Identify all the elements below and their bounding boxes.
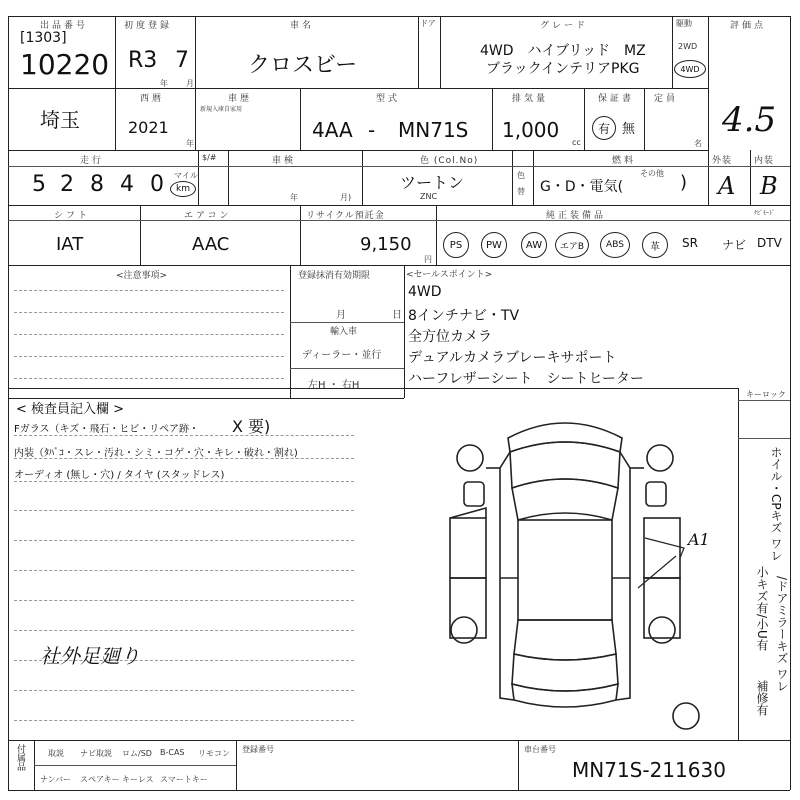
grade-line2: ブラックインテリアPKG	[486, 61, 640, 77]
acc-smart-key: スマートキー	[160, 775, 208, 784]
first-reg-era: R3	[128, 48, 158, 73]
vertical-note-2: /ドアミラーキズ ワレ	[775, 576, 789, 692]
history-sub: 新規入庫自家用	[200, 106, 243, 113]
car-name: クロスビー	[248, 53, 358, 78]
score-value: 4.5	[722, 100, 777, 140]
equip-dtv: DTV	[757, 236, 782, 250]
drive-2wd: 2WD	[678, 42, 698, 51]
warranty-yes-circled: 有	[592, 116, 616, 140]
acc-navi-manual: ナビ取説	[80, 749, 112, 758]
score-label: 評価点	[730, 21, 767, 31]
acc-manual: 取説	[48, 749, 64, 758]
chassis-label: 車台番号	[524, 745, 556, 754]
acc-keyless: キーレス	[122, 775, 154, 784]
equip-ps: PS	[443, 232, 469, 258]
fuel-other: その他	[640, 169, 664, 178]
year-value: 2021	[128, 118, 169, 137]
diagram-mark-a1: A1	[688, 530, 710, 549]
grade-line1: 4WD ハイブリッド MZ	[480, 43, 646, 59]
model-dash: -	[368, 118, 376, 142]
import-label: 輸入車	[330, 327, 358, 337]
notes-label: <注意事項>	[116, 271, 168, 281]
inspector-line-1-mark: X 要)	[232, 417, 271, 436]
exterior-label: 外装	[712, 156, 733, 166]
vertical-note-1: ホイル・CPキズ ワレ	[769, 446, 783, 562]
capacity-unit: 名	[694, 139, 702, 148]
unit-km-circled: km	[170, 181, 196, 197]
acc-remote: リモコン	[198, 749, 230, 758]
year-label: 西暦	[140, 94, 165, 104]
sales-point-3: 全方位カメラ	[408, 329, 492, 345]
reg-month: 月	[336, 310, 346, 321]
recycle-value: 9,150	[360, 234, 412, 255]
lot-number: 10220	[20, 48, 110, 81]
recycle-unit: 円	[424, 255, 432, 264]
lot-prefix: [1303]	[20, 30, 67, 46]
sales-point-1: 4WD	[408, 284, 442, 300]
fuel-text: G・D・電気(	[540, 179, 624, 195]
accessories-label: 付属品	[15, 744, 25, 771]
chassis-number: MN71S-211630	[572, 758, 726, 782]
reg-day: 日	[392, 310, 402, 321]
color-label: 色 (Col.No)	[420, 156, 479, 166]
fx-label: $/#	[202, 153, 217, 162]
equip-pw: PW	[481, 232, 507, 258]
equip-label: 純正装備品	[546, 211, 607, 221]
ac-label: エアコン	[184, 211, 232, 221]
inspector-line-3: オーディオ (無し・穴) / タイヤ (スタッドレス)	[14, 470, 225, 481]
reg-number-label: 登録番号	[242, 745, 274, 754]
acc-plate: ナンバー	[40, 775, 72, 784]
mileage-digit-1: 5	[32, 172, 46, 197]
equip-aw: AW	[521, 232, 547, 258]
equip-abs: ABS	[600, 232, 630, 258]
vertical-note-4: 補修有	[755, 680, 769, 716]
acc-spare-key: スペアキー	[80, 775, 120, 784]
reg-expiry-label: 登録抹消有効期限	[298, 271, 371, 281]
key-lock-label: キーロック	[746, 390, 786, 399]
model-a: 4AA	[312, 118, 353, 142]
capacity-label: 定員	[654, 94, 679, 104]
dealer-label: ディーラー・並行	[302, 350, 382, 361]
inspector-line-2: 内装（ﾀﾊﾞｺ・スレ・汚れ・シミ・コゲ・穴・キレ・破れ・割れ)	[14, 448, 298, 459]
mileage-digit-3: 8	[90, 172, 104, 197]
mileage-digit-4: 4	[120, 172, 134, 197]
unit-mile: マイル	[174, 171, 198, 180]
nav-type-label: ﾅﾋﾞﾓｰﾄﾞ	[754, 210, 776, 217]
color-change-2: 替	[517, 187, 525, 196]
lot-label: 出品番号	[40, 21, 89, 31]
disp-label: 排気量	[512, 94, 549, 104]
sales-point-4: デュアルカメラブレーキサポート	[408, 350, 617, 366]
sales-point-2: 8インチナビ・TV	[408, 308, 520, 324]
warranty-label: 保証書	[598, 94, 635, 104]
acc-bcas: B-CAS	[160, 748, 185, 757]
history-label: 車歴	[228, 94, 253, 104]
year-mark: 年	[160, 79, 168, 88]
inspector-title: < 検査員記入欄 >	[16, 402, 125, 417]
exterior-value: A	[718, 172, 736, 200]
ac-value: AAC	[192, 234, 230, 255]
inspection-month: 月)	[340, 193, 352, 202]
fuel-close: )	[680, 172, 688, 193]
inspection-label: 車検	[272, 156, 297, 166]
acc-rom-sd: ロム/SD	[122, 749, 152, 758]
sales-label: <セールスポイント>	[406, 270, 493, 280]
color-code: ZNC	[420, 192, 438, 201]
recycle-label: リサイクル預託金	[306, 211, 385, 221]
color-change-1: 色	[517, 171, 525, 180]
mileage-digit-5: 0	[150, 172, 164, 197]
month-mark: 月	[186, 79, 194, 88]
inspection-year: 年	[290, 193, 298, 202]
sales-point-5: ハーフレザーシート シートヒーター	[408, 371, 644, 387]
grade-label: グレード	[540, 21, 589, 31]
car-name-label: 車名	[290, 21, 315, 31]
shift-label: シフト	[54, 211, 91, 221]
equip-sr: SR	[682, 236, 698, 250]
car-damage-diagram	[440, 408, 730, 738]
equip-navi: ナビ	[722, 238, 747, 252]
model-b: MN71S	[398, 118, 469, 142]
disp-unit: cc	[572, 138, 581, 147]
shift-value: IAT	[56, 234, 84, 255]
vertical-note-3: 小キズ有/小U有	[755, 566, 769, 651]
prefecture: 埼玉	[40, 108, 80, 132]
first-reg-month: 7	[175, 48, 189, 73]
mileage-label: 走行	[80, 156, 105, 166]
door-label: ドア	[420, 19, 436, 28]
drive-label: 駆動	[676, 19, 692, 28]
equip-leather: 革	[642, 232, 668, 258]
model-label: 型式	[376, 94, 401, 104]
warranty-no: 無	[622, 122, 636, 137]
interior-value: B	[760, 172, 778, 200]
year-mark-2: 年	[186, 139, 194, 148]
handwritten-note: 社外足廻り	[40, 644, 140, 668]
mileage-digit-2: 2	[60, 172, 74, 197]
inspector-line-1: Fガラス（キズ・飛石・ヒビ・リペア跡・	[14, 424, 200, 435]
first-reg-label: 初度登録	[124, 21, 173, 31]
equip-airbag: エアB	[555, 232, 589, 258]
disp-value: 1,000	[502, 118, 560, 142]
color-value: ツートン	[400, 173, 465, 192]
drive-4wd-circled: 4WD	[674, 60, 706, 78]
fuel-label: 燃料	[612, 156, 637, 166]
interior-label: 内装	[754, 156, 775, 166]
hand-drive-label: 左H ・ 右H	[308, 380, 360, 391]
